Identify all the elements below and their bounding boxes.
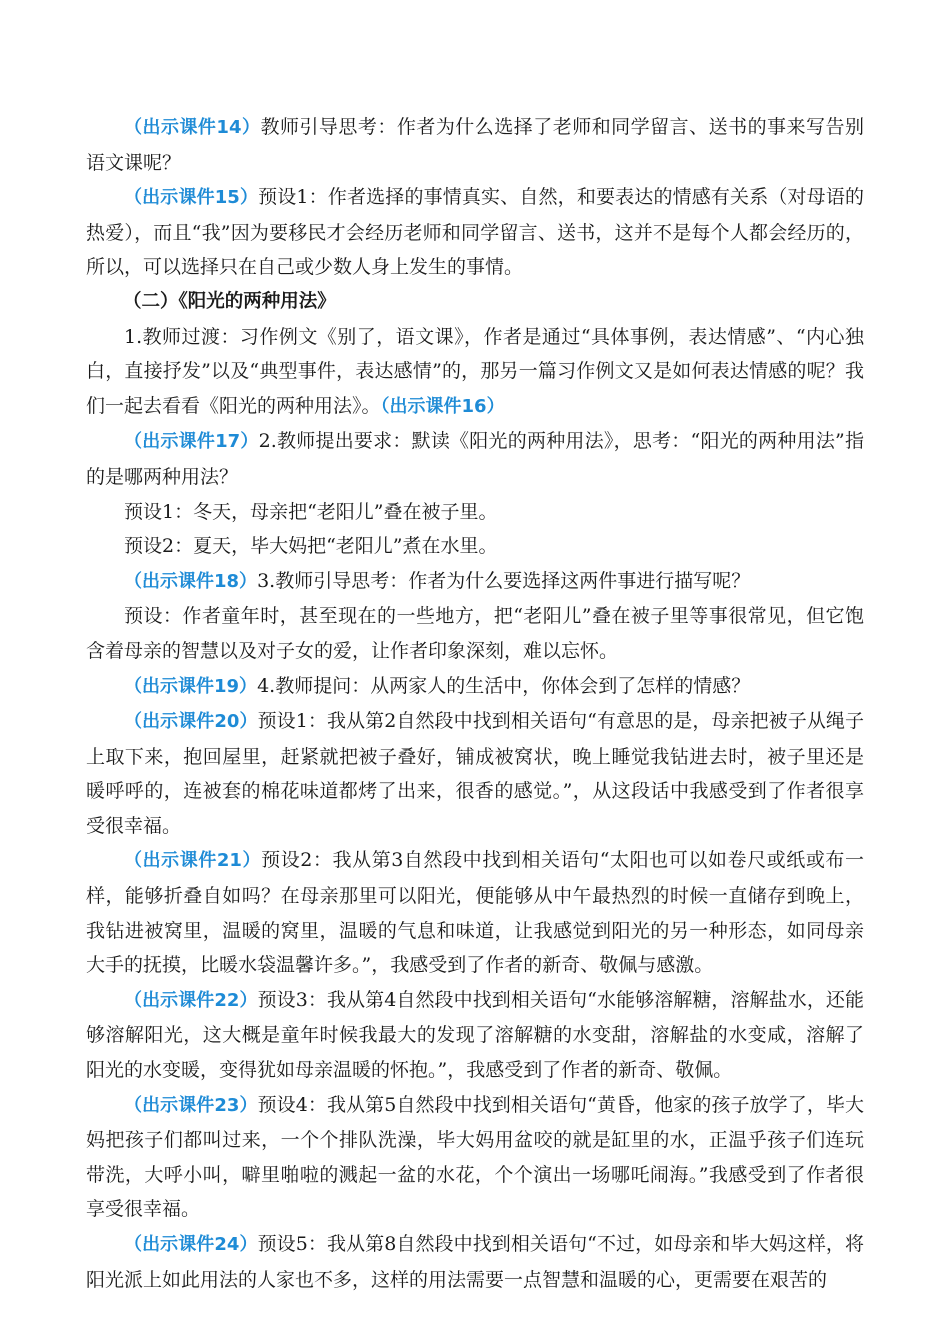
paragraph-text: 预设1：我从第2自然段中找到相关语句“有意思的是，母亲把被子从绳子上取下来，抱回屋里，赶紧就把被子叠好，铺成被窝状，晚上睡觉我钻进去时，被子里还是暖呼呼的，连被套的棉花味道都烤了出来，很香的感觉。”，从这段话中我感受到了作者很享受很幸福。: [86, 710, 864, 837]
paragraph-courseware-23: [86, 1088, 864, 1227]
paragraph-text: 4.教师提问：从两家人的生活中，你体会到了怎样的情感？: [257, 674, 751, 697]
paragraph-courseware-18: [86, 564, 864, 600]
section-heading-text: （二）《阳光的两种用法》: [123, 290, 336, 312]
paragraph-text: 预设1：冬天，母亲把“老阳儿”叠在被子里。: [124, 500, 498, 523]
paragraph-text: 1.教师过渡：习作例文《别了，语文课》，作者是通过“具体事例，表达情感”、“内心独白，直接抒发”以及“典型事件，表达感情”的，那另一篇习作例文又是如何表达情感的呢？我们一起去看看《阳光的两种用法》。: [86, 325, 864, 417]
paragraph-preset-1-winter: [86, 495, 864, 530]
courseware-tag: （出示课件15）: [124, 187, 259, 209]
paragraph-teacher-transition: [86, 320, 864, 425]
paragraph-preset-2-summer: [86, 529, 864, 564]
section-heading: [86, 285, 864, 320]
document-body: [86, 110, 864, 1297]
paragraph-text: 预设5：我从第8自然段中找到相关语句“不过，如母亲和毕大妈这样，将阳光派上如此用法的人家也不多，这样的用法需要一点智慧和温暖的心，更需要在艰苦的: [86, 1233, 864, 1291]
paragraph-courseware-17: [86, 424, 864, 494]
paragraph-text: 教师引导思考：作者为什么选择了老师和同学留言、送书的事来写告别语文课呢？: [86, 116, 864, 174]
paragraph-text: 预设4：我从第5自然段中找到相关语句“黄昏，他家的孩子放学了，毕大妈把孩子们都叫过来，一个个排队洗澡，毕大妈用盆咬的就是缸里的水，正温乎孩子们连玩带洗，大呼小叫，噼里啪啦的溅起一盆的水花，个个演出一场哪吒闹海。”我感受到了作者很享受很幸福。: [86, 1093, 864, 1221]
paragraph-text: 预设：作者童年时，甚至现在的一些地方，把“老阳儿”叠在被子里等事很常见，但它饱含着母亲的智慧以及对子女的爱，让作者印象深刻，难以忘怀。: [86, 605, 864, 662]
courseware-tag: （出示课件16）: [380, 395, 505, 417]
courseware-tag: （出示课件20）: [124, 711, 258, 733]
paragraph-text: 预设1：作者选择的事情真实、自然，和要表达的情感有关系（对母语的热爱），而且“我”因为要移民才会经历老师和同学留言、送书，这并不是每个人都会经历的，所以，可以选择只在自己或少数人身上发生的事情。: [86, 186, 864, 279]
courseware-tag: （出示课件24）: [124, 1234, 258, 1255]
paragraph-courseware-19: [86, 669, 864, 705]
paragraph-text: 预设2：我从第3自然段中找到相关语句“太阳也可以如卷尺或纸或布一样，能够折叠自如吗？在母亲那里可以阳光，便能够从中午最热烈的时候一直储存到晚上，我钻进被窝里，温暖的窝里，温暖的气息和味道，让我感觉到阳光的另一种形态，如同母亲大手的抚摸，比暖水袋温馨许多。”，我感受到了作者的新奇、敬佩与感激。: [86, 849, 864, 977]
paragraph-text: 预设3：我从第4自然段中找到相关语句“水能够溶解糖，溶解盐水，还能够溶解阳光，这大概是童年时候我最大的发现了溶解糖的水变甜，溶解盐的水变咸，溶解了阳光的水变暖，变得犹如母亲温暖的怀抱。”，我感受到了作者的新奇、敬佩。: [86, 988, 864, 1082]
paragraph-text: 预设2：夏天，毕大妈把“老阳儿”煮在水里。: [124, 535, 498, 558]
paragraph-preset-reason: [86, 599, 864, 668]
paragraph-courseware-14: [86, 110, 864, 180]
paragraph-text: 2.教师提出要求：默读《阳光的两种用法》，思考：“阳光的两种用法”指的是哪两种用法？: [86, 430, 864, 488]
courseware-tag: （出示课件18）: [124, 570, 258, 592]
paragraph-text: 3.教师引导思考：作者为什么要选择这两件事进行描写呢？: [257, 569, 751, 592]
courseware-tag: （出示课件19）: [124, 675, 258, 697]
paragraph-courseware-24: [86, 1227, 864, 1297]
courseware-tag: （出示课件23）: [124, 1094, 258, 1116]
courseware-tag: （出示课件22）: [124, 989, 258, 1011]
paragraph-courseware-22: [86, 983, 864, 1088]
paragraph-courseware-21: [86, 843, 864, 982]
courseware-tag: （出示课件21）: [124, 850, 262, 872]
courseware-tag: （出示课件17）: [124, 431, 259, 453]
paragraph-courseware-20: [86, 704, 864, 843]
courseware-tag: （出示课件14）: [124, 117, 261, 138]
paragraph-courseware-15: [86, 180, 864, 285]
